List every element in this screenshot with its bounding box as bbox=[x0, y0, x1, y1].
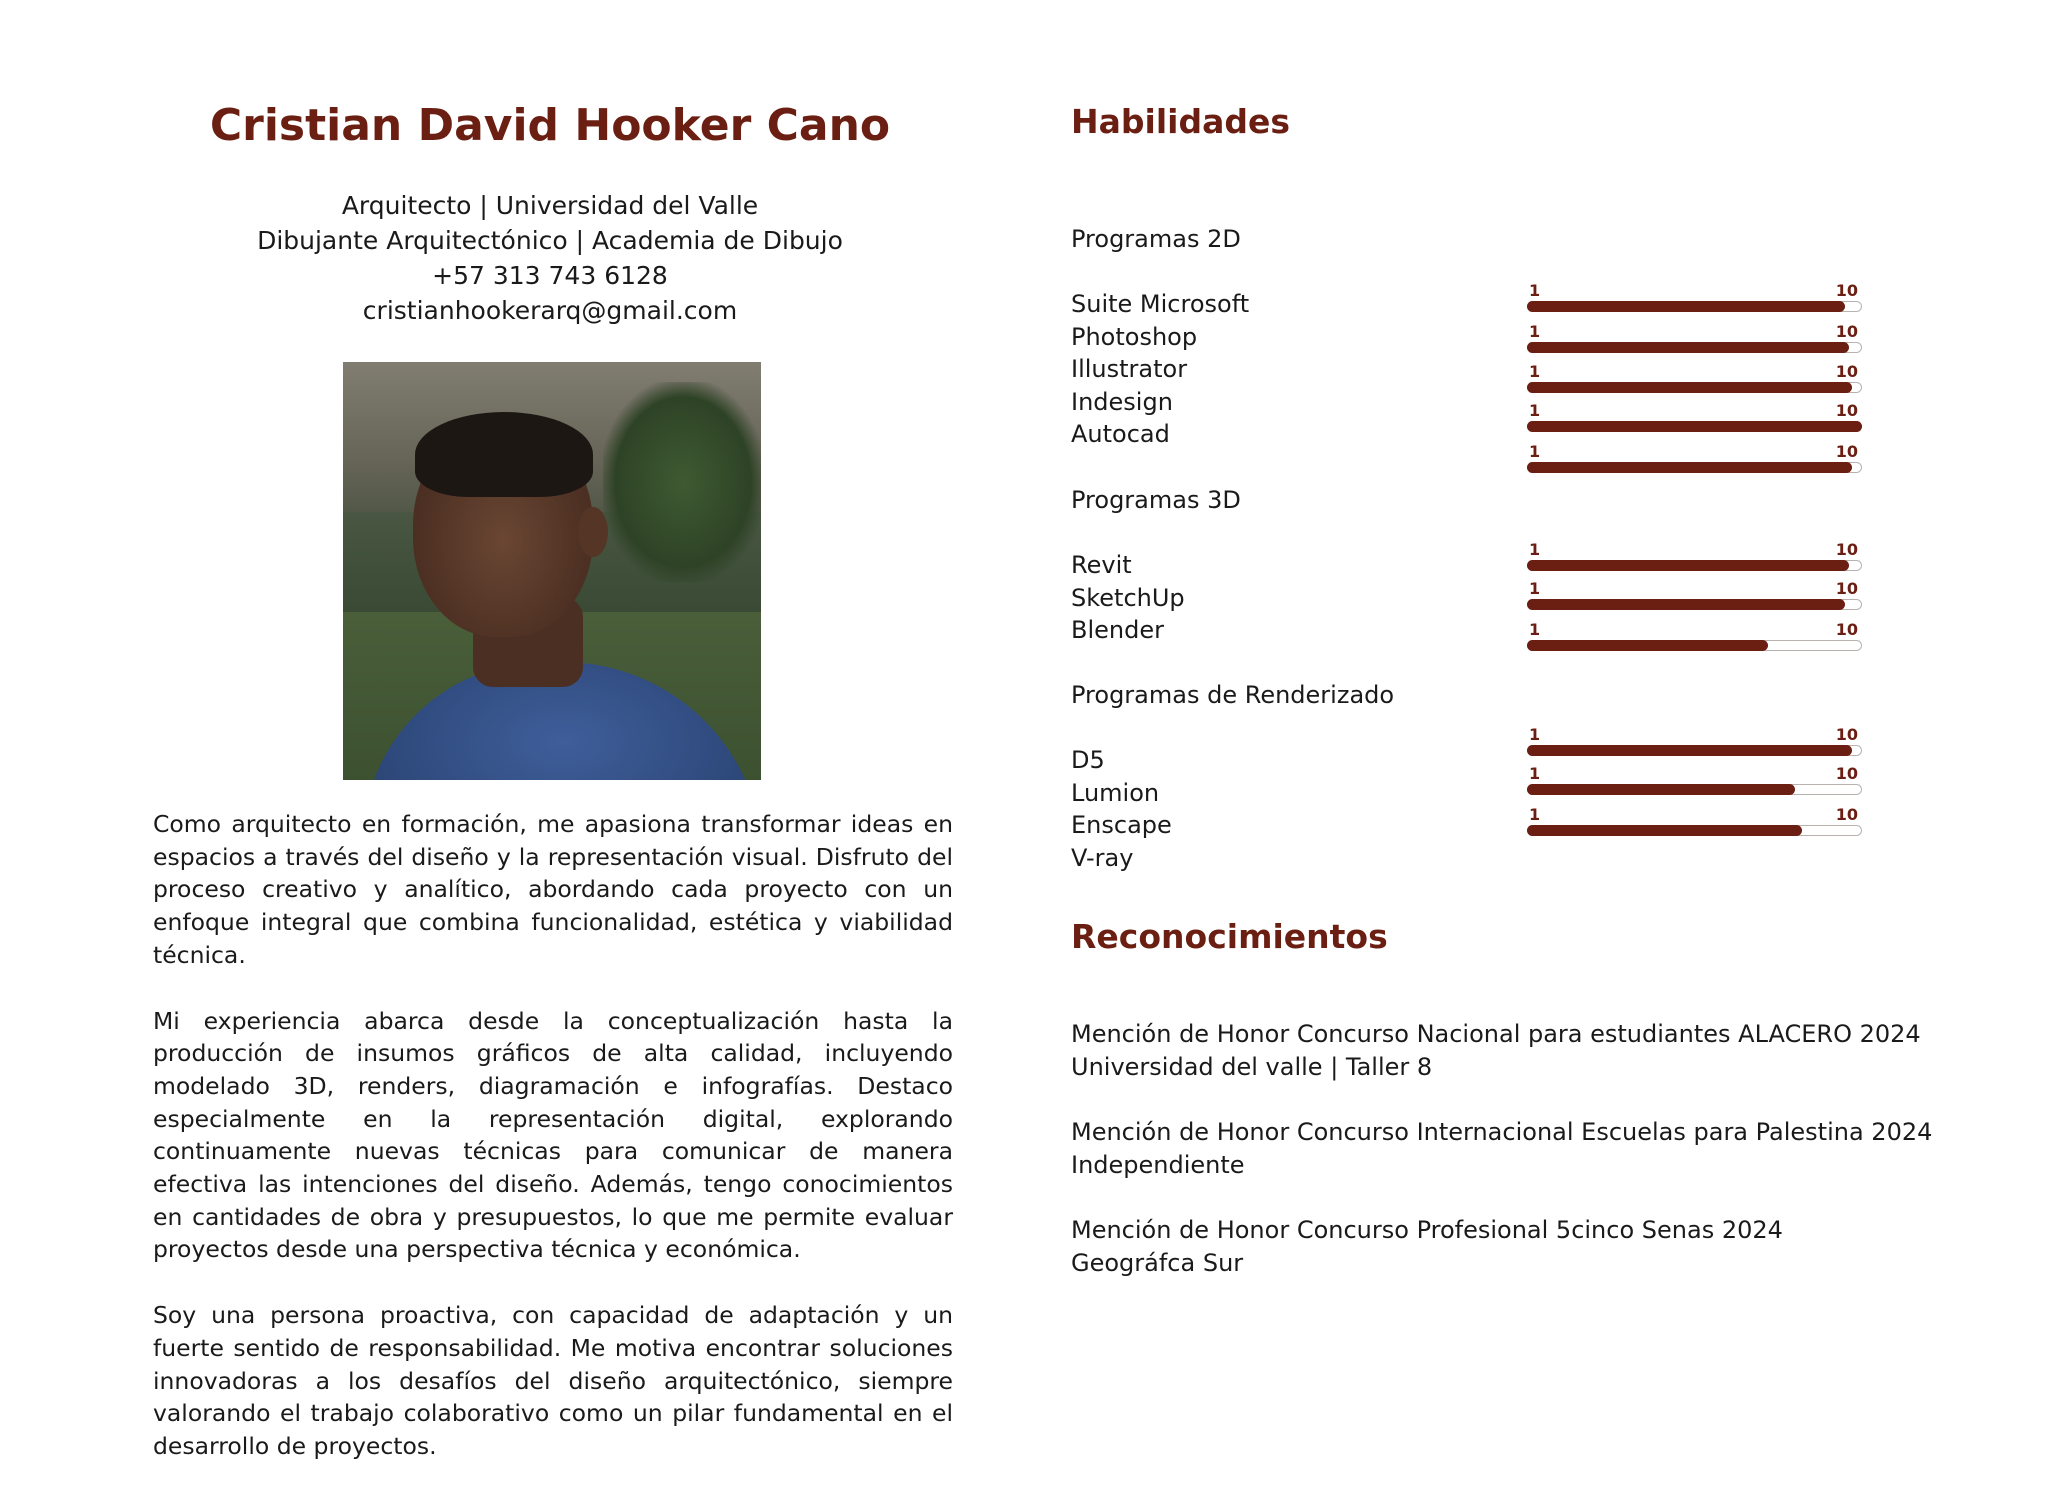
profile-photo bbox=[343, 362, 761, 780]
skill-bar bbox=[1527, 322, 1862, 362]
bar-fill bbox=[1527, 599, 1845, 610]
scale-min-label: 1 bbox=[1529, 620, 1541, 639]
bar-fill bbox=[1527, 382, 1852, 393]
scale-max-label: 10 bbox=[1835, 805, 1858, 824]
recognition-org: Geográfca Sur bbox=[1071, 1249, 1244, 1277]
skill-label: Blender bbox=[1071, 616, 1164, 644]
skill-bar bbox=[1527, 805, 1862, 845]
scale-max-label: 10 bbox=[1835, 620, 1858, 639]
skill-label: V-ray bbox=[1071, 844, 1134, 872]
skill-label: SketchUp bbox=[1071, 584, 1185, 612]
skill-label: Revit bbox=[1071, 551, 1132, 579]
skill-bar bbox=[1527, 540, 1862, 580]
skill-label: D5 bbox=[1071, 746, 1105, 774]
recognition-title: Mención de Honor Concurso Profesional 5cinco Senas 2024 bbox=[1071, 1216, 1783, 1244]
skill-bar bbox=[1527, 401, 1862, 441]
profile-name: Cristian David Hooker Cano bbox=[209, 100, 891, 151]
scale-min-label: 1 bbox=[1529, 281, 1541, 300]
bar-fill bbox=[1527, 745, 1852, 756]
recognition-org: Independiente bbox=[1071, 1151, 1245, 1179]
scale-max-label: 10 bbox=[1835, 442, 1858, 461]
bar-fill bbox=[1527, 784, 1795, 795]
recognition-item bbox=[1071, 1018, 1971, 1084]
skill-category: Programas 3D bbox=[1071, 486, 1241, 514]
contact-block bbox=[150, 188, 950, 328]
bar-fill bbox=[1527, 640, 1768, 651]
skill-bar bbox=[1527, 442, 1862, 482]
scale-min-label: 1 bbox=[1529, 401, 1541, 420]
bio-paragraph: Como arquitecto en formación, me apasiona transformar ideas en espacios a través del diseño y la representación visual. Disfruto del proceso creativo y analítico, abordando cada proyecto con un enfoque integral que combina funcionalidad, estética y viabilidad técnica. bbox=[153, 810, 953, 969]
scale-min-label: 1 bbox=[1529, 764, 1541, 783]
skill-label: Enscape bbox=[1071, 811, 1172, 839]
scale-min-label: 1 bbox=[1529, 322, 1541, 341]
skill-bar bbox=[1527, 362, 1862, 402]
recognition-title: Mención de Honor Concurso Internacional Escuelas para Palestina 2024 bbox=[1071, 1118, 1933, 1146]
skill-label: Lumion bbox=[1071, 779, 1160, 807]
scale-max-label: 10 bbox=[1835, 579, 1858, 598]
recognitions-heading: Reconocimientos bbox=[1071, 917, 1388, 956]
scale-max-label: 10 bbox=[1835, 362, 1858, 381]
skill-bar bbox=[1527, 725, 1862, 765]
skill-category: Programas 2D bbox=[1071, 225, 1241, 253]
bar-fill bbox=[1527, 301, 1845, 312]
bio-paragraph: Mi experiencia abarca desde la conceptualización hasta la producción de insumos gráficos de alta calidad, incluyendo modelado 3D, renders, diagramación e infografías. Destaco especialmente en la representación digital, explorando continuamente nuevas técnicas para comunicar de manera efectiva las intenciones del diseño. Además, tengo conocimientos en cantidades de obra y presupuestos, lo que me permite evaluar proyectos desde una perspectiva técnica y económica. bbox=[153, 1006, 953, 1264]
skill-bar bbox=[1527, 281, 1862, 321]
scale-min-label: 1 bbox=[1529, 442, 1541, 461]
recognition-org: Universidad del valle | Taller 8 bbox=[1071, 1053, 1433, 1081]
skill-label: Suite Microsoft bbox=[1071, 290, 1250, 318]
scale-max-label: 10 bbox=[1835, 322, 1858, 341]
scale-min-label: 1 bbox=[1529, 579, 1541, 598]
email-address: cristianhookerarq@gmail.com bbox=[362, 296, 738, 325]
title-line: Arquitecto | Universidad del Valle bbox=[341, 191, 759, 220]
scale-max-label: 10 bbox=[1835, 725, 1858, 744]
skill-bar bbox=[1527, 579, 1862, 619]
bio bbox=[153, 808, 953, 1496]
scale-max-label: 10 bbox=[1835, 281, 1858, 300]
skill-label: Photoshop bbox=[1071, 323, 1198, 351]
scale-max-label: 10 bbox=[1835, 764, 1858, 783]
skill-bar bbox=[1527, 764, 1862, 804]
scale-min-label: 1 bbox=[1529, 805, 1541, 824]
skill-label: Illustrator bbox=[1071, 355, 1188, 383]
skill-bar bbox=[1527, 620, 1862, 660]
scale-min-label: 1 bbox=[1529, 540, 1541, 559]
bar-fill bbox=[1527, 825, 1802, 836]
bar-fill bbox=[1527, 462, 1852, 473]
recognition-item bbox=[1071, 1214, 1971, 1280]
skill-category: Programas de Renderizado bbox=[1071, 681, 1395, 709]
skill-label: Autocad bbox=[1071, 420, 1170, 448]
scale-max-label: 10 bbox=[1835, 401, 1858, 420]
scale-min-label: 1 bbox=[1529, 362, 1541, 381]
recognition-item bbox=[1071, 1116, 1971, 1182]
title-line: Dibujante Arquitectónico | Academia de Dibujo bbox=[257, 226, 843, 255]
bio-paragraph: Soy una persona proactiva, con capacidad de adaptación y un fuerte sentido de responsabilidad. Me motiva encontrar soluciones innovadoras a los desafíos del diseño arquitectónico, siempre valorando el trabajo colaborativo como un pilar fundamental en el desarrollo de proyectos. bbox=[153, 1301, 953, 1460]
bar-fill bbox=[1527, 342, 1849, 353]
bar-fill bbox=[1527, 421, 1862, 432]
scale-min-label: 1 bbox=[1529, 725, 1541, 744]
bar-fill bbox=[1527, 560, 1849, 571]
scale-max-label: 10 bbox=[1835, 540, 1858, 559]
skills-heading: Habilidades bbox=[1071, 102, 1290, 141]
skill-label: Indesign bbox=[1071, 388, 1173, 416]
phone-number: +57 313 743 6128 bbox=[432, 261, 668, 290]
recognition-title: Mención de Honor Concurso Nacional para estudiantes ALACERO 2024 bbox=[1071, 1020, 1921, 1048]
